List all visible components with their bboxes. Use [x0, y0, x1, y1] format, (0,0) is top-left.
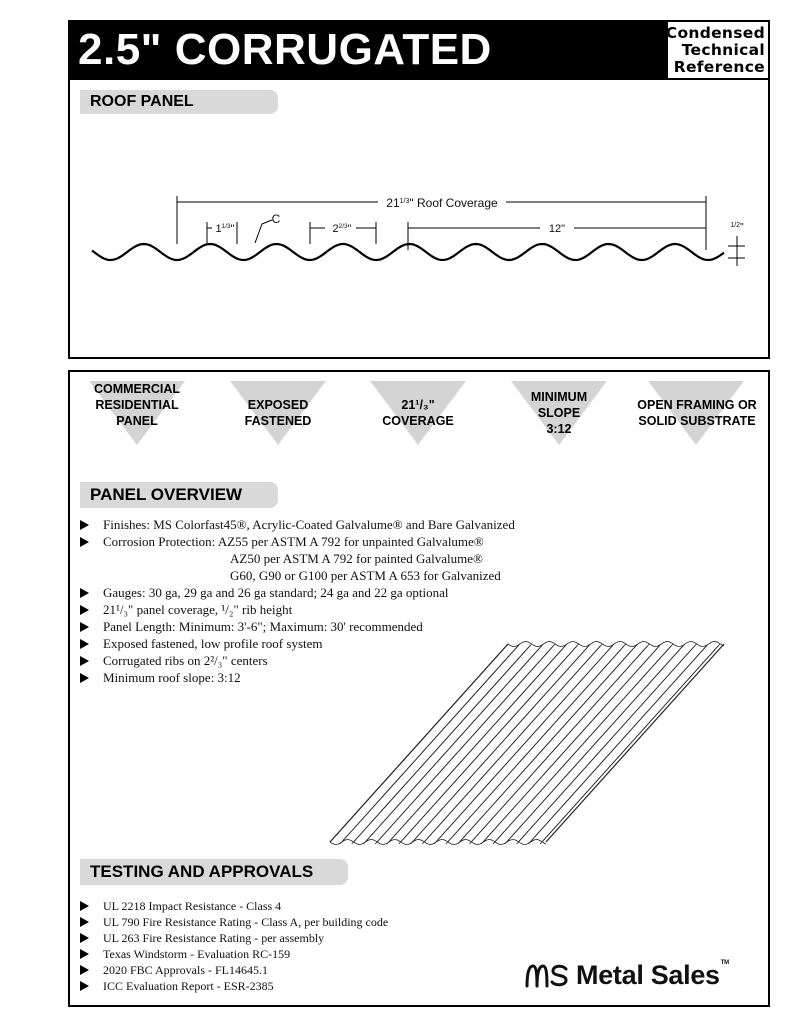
feature-coverage: 21¹/₃" COVERAGE [382, 398, 454, 428]
feature-commercial-residential: COMMERCIAL RESIDENTIAL PANEL [93, 382, 181, 428]
ms-logo-mark-icon [524, 962, 570, 988]
panel-rib-line [471, 644, 649, 842]
brand-name: Metal Sales™ [576, 959, 729, 990]
list-item: UL 790 Fire Resistance Rating - Class A, per building code [80, 914, 500, 930]
corrugated-profile-diagram [0, 0, 790, 370]
testing-approvals-list [80, 898, 500, 994]
feature-open-framing: OPEN FRAMING OR SOLID SUBSTRATE [637, 398, 757, 428]
feature-exposed-fastened: EXPOSED FASTENED [244, 398, 312, 428]
list-item: Gauges: 30 ga, 29 ga and 26 ga standard; 24 ga and 22 ga optional [80, 584, 580, 601]
panel-rib-line [507, 644, 685, 842]
list-item: Minimum roof slope: 3:12 [80, 669, 580, 686]
panel-rib-line [354, 644, 532, 842]
list-item: Finishes: MS Colorfast45®, Acrylic-Coated Galvalume® and Bare Galvanized [80, 516, 580, 533]
panel-rib-line [401, 644, 579, 842]
panel-rib-line [495, 644, 673, 842]
list-item: Panel Length: Minimum: 3'-6"; Maximum: 30' recommended [80, 618, 580, 635]
list-item: Corrosion Protection: AZ55 per ASTM A 792 for unpainted Galvalume® AZ50 per ASTM A 792 for painted Galvalume® G60, G90 or G100 per ASTM A 653 for Galvanized [80, 533, 580, 584]
panel-rib-line [377, 644, 555, 842]
roof-panel-tab: ROOF PANEL [80, 90, 278, 114]
panel-rib-line [518, 644, 696, 842]
panel-wavy-edge [508, 642, 724, 647]
list-item: ICC Evaluation Report - ESR-2385 [80, 978, 500, 994]
bullet-arrow-icon [80, 622, 89, 632]
panel-rib-line [365, 644, 543, 842]
panel-rib-line [424, 644, 602, 842]
panel-rib-line [448, 644, 626, 842]
panel-rib-line [530, 644, 708, 842]
reference-line-2: Technical [681, 40, 765, 59]
bullet-arrow-icon [80, 537, 89, 547]
panel-rib-line [542, 644, 720, 842]
panel-rib-line [436, 644, 614, 842]
list-item: UL 263 Fire Resistance Rating - per assembly [80, 930, 500, 946]
coverage-label: $21^{1/3}$" Roof Coverage [386, 196, 498, 210]
bullet-arrow-icon [80, 933, 89, 943]
rib-width-label: $1^{1/3}$" [215, 223, 235, 235]
twelve-inch-label: 12" [548, 223, 566, 235]
panel-edge-line [330, 644, 508, 842]
panel-rib-line [389, 644, 567, 842]
panel-edge-line [546, 644, 724, 842]
panel-illustration [320, 636, 730, 850]
page-title: 2.5" CORRUGATED [68, 20, 666, 80]
bullet-arrow-icon [80, 949, 89, 959]
bullet-arrow-icon [80, 639, 89, 649]
panel-overview-tab: PANEL OVERVIEW [80, 482, 278, 508]
bullet-arrow-icon [80, 656, 89, 666]
list-item-continuation: AZ50 per ASTM A 792 for painted Galvalume® [230, 551, 483, 566]
panel-rib-line [460, 644, 638, 842]
bullet-arrow-icon [80, 588, 89, 598]
bullet-arrow-icon [80, 981, 89, 991]
list-item: Texas Windstorm - Evaluation RC-159 [80, 946, 500, 962]
list-item: UL 2218 Impact Resistance - Class 4 [80, 898, 500, 914]
bullet-arrow-icon [80, 605, 89, 615]
bullet-arrow-icon [80, 901, 89, 911]
rib-spacing-label: $2^{2/3}$" [332, 223, 352, 235]
crest-c-label: C [271, 212, 281, 226]
metal-sales-logo [524, 958, 729, 992]
rib-height-label: $^{1/2}$" [730, 222, 744, 233]
feature-minimum-slope: MINIMUM SLOPE 3:12 [530, 390, 588, 436]
list-item: Corrugated ribs on 2²/₃" centers [80, 652, 580, 669]
bullet-arrow-icon [80, 673, 89, 683]
reference-line-3: Reference [673, 57, 765, 76]
panel-rib-line [412, 644, 590, 842]
list-item: 2020 FBC Approvals - FL14645.1 [80, 962, 500, 978]
panel-rib-line [342, 644, 520, 842]
list-item: Exposed fastened, low profile roof system [80, 635, 580, 652]
testing-approvals-tab: TESTING AND APPROVALS [80, 859, 348, 885]
bullet-arrow-icon [80, 520, 89, 530]
bullet-arrow-icon [80, 917, 89, 927]
bullet-arrow-icon [80, 965, 89, 975]
reference-line-1: Condensed [665, 23, 765, 42]
list-item: 21¹/₃" panel coverage, ¹/₂" rib height [80, 601, 580, 618]
list-item-continuation: G60, G90 or G100 per ASTM A 653 for Galvanized [230, 568, 501, 583]
